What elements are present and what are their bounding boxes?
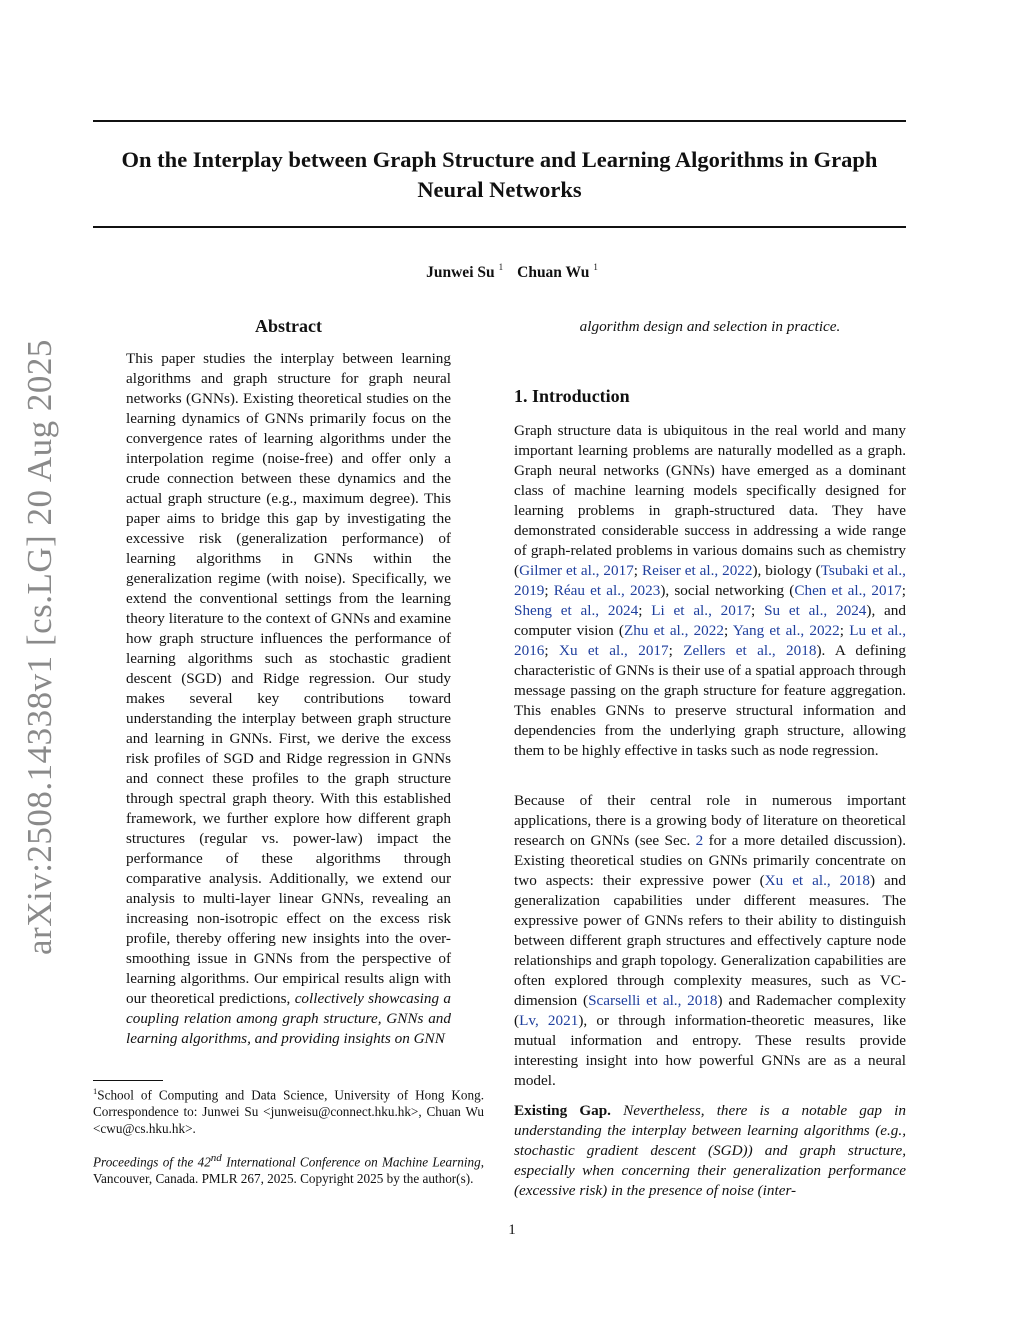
title-line-1: On the Interplay between Graph Structure and Learning Algorithms in Graph	[121, 147, 878, 172]
proceedings-note	[93, 1150, 484, 1187]
proceedings-conference: International Conference on Machine Learning	[226, 1154, 481, 1170]
body-text: ;	[839, 622, 850, 639]
footnote-rule	[93, 1080, 163, 1081]
body-text: ;	[638, 602, 652, 619]
proceedings-ordinal: nd	[210, 1152, 222, 1164]
citation-link[interactable]: Yang et al., 2022	[732, 622, 840, 639]
citation-link[interactable]: Réau et al., 2023	[553, 582, 661, 599]
paper-title	[93, 145, 906, 205]
citation-link[interactable]: Li et al., 2017	[651, 602, 752, 619]
body-text: ;	[633, 562, 642, 579]
citation-link[interactable]: Gilmer et al., 2017	[519, 562, 634, 579]
title-line-2: Neural Networks	[417, 177, 582, 202]
citation-link[interactable]: Zellers et al., 2018	[683, 642, 817, 659]
body-text: ), social networking (	[660, 582, 795, 599]
author-affiliation-marker: 1	[498, 262, 504, 272]
body-text: ), biology (	[752, 562, 821, 579]
author-name: Junwei Su	[426, 264, 495, 281]
citation-link[interactable]: Xu et al., 2018	[764, 872, 871, 889]
author-list	[0, 262, 1024, 282]
body-text: ), and computer vision (	[514, 602, 906, 639]
body-text: ;	[668, 642, 684, 659]
footnote-marker: 1	[93, 1086, 98, 1096]
citation-link[interactable]: Su et al., 2024	[764, 602, 867, 619]
title-rule-top	[93, 120, 906, 122]
body-text: ). A defining characteristic of GNNs is their use of a spatial approach through message passing on the graph structure for feature aggregation. This enables GNNs to preserve structural information and dependencies from the underlying graph structure, allowing them to be highly effective in tasks such as node regression.	[514, 642, 906, 759]
arxiv-identifier: arXiv:2508.14338v1 [cs.LG] 20 Aug 2025	[20, 339, 59, 955]
section-heading-introduction: 1. Introduction	[514, 386, 630, 406]
affiliation-footnote	[93, 1083, 484, 1137]
citation-link[interactable]: Zhu et al., 2022	[623, 622, 724, 639]
body-text: ), or through information-theoretic measures, like mutual information and entropy. These results provide interesting insight into how powerful GNNs are as a neural model.	[514, 1012, 906, 1089]
gap-text: Nevertheless, there is a notable gap in understanding the interplay between learning algorithms (e.g., stochastic gradient descent (SGD)) and graph structure, especially when concerning their generalization performance (excessive risk) in the presence of noise (inter-	[514, 1102, 906, 1199]
paragraph-label: Existing Gap.	[514, 1102, 611, 1119]
abstract-heading: Abstract	[255, 316, 322, 336]
abstract-italic: collectively showcasing a coupling relation among graph structure, GNNs and learning algorithms, and providing insights on GNN	[126, 990, 451, 1047]
proceedings-prefix: Proceedings of the	[93, 1154, 194, 1170]
citation-link[interactable]: Xu et al., 2017	[558, 642, 669, 659]
body-text: ;	[901, 582, 906, 599]
footnote-text: School of Computing and Data Science, University of Hong Kong. Correspondence to: Junwei Su <junweisu@connect.hku.hk>, Chuan Wu <cwu@cs.hku.hk>.	[93, 1087, 484, 1137]
section-link[interactable]: 2	[695, 832, 704, 849]
body-text: Because of their central role in numerous important applications, there is a growing body of literature on theoretical research on GNNs (see Sec.	[514, 792, 906, 849]
author-affiliation-marker: 1	[593, 262, 598, 272]
citation-link[interactable]: Scarselli et al., 2018	[588, 992, 718, 1009]
body-text: for a more detailed discussion). Existing theoretical studies on GNNs primarily concentrate on two aspects: their expressive power (	[514, 832, 906, 889]
proceedings-rest: , Vancouver, Canada. PMLR 267, 2025. Copyright 2025 by the author(s).	[93, 1154, 484, 1187]
citation-link[interactable]: Tsubaki et al., 2019	[514, 562, 906, 599]
intro-paragraph-1	[514, 421, 906, 761]
author-name: Chuan Wu	[517, 264, 590, 281]
citation-link[interactable]: Chen et al., 2017	[794, 582, 902, 599]
citation-link[interactable]: Sheng et al., 2024	[514, 602, 639, 619]
citation-link[interactable]: Reiser et al., 2022	[641, 562, 753, 579]
body-text: ;	[544, 582, 554, 599]
abstract-continuation: algorithm design and selection in practice.	[579, 318, 841, 335]
page-number: 1	[508, 1222, 516, 1238]
abstract-text	[126, 349, 451, 1049]
existing-gap-paragraph	[514, 1101, 906, 1201]
body-text: Graph structure data is ubiquitous in the real world and many important learning problems are naturally modelled as a graph. Graph neural networks (GNNs) have emerged as a dominant class of machine learning models specifically designed for learning problems in graph-structured data. They have demonstrated considerable success in addressing a wide range of graph-related problems in various domains such as chemistry (	[514, 422, 906, 579]
title-rule-bottom	[93, 226, 906, 228]
abstract-body: This paper studies the interplay between learning algorithms and graph structure for graph neural networks (GNNs). Existing theoretical studies on the learning dynamics of GNNs primarily focus on the convergence rates of learning algorithms under the interpolation regime (noise-free) and offer only a crude connection between these dynamics and the actual graph structure (e.g., maximum degree). This paper aims to bridge this gap by investigating the excessive risk (generalization performance) of learning algorithms in GNNs within the generalization regime (with noise). Specifically, we extend the conventional settings from the learning theory literature to the context of GNNs and examine how graph structure influences the performance of learning algorithms such as stochastic gradient descent (SGD) and Ridge regression. Our study makes several key contributions toward understanding the interplay between graph structure and learning in GNNs. First, we derive the excess risk profiles of SGD and Ridge regression in GNNs and connect these profiles to the graph structure through spectral graph theory. With this established framework, we further explore how different graph structures (regular vs. power-law) impact the performance of these algorithms through comparative analysis. Additionally, we extend our analysis to multi-layer linear GNNs, revealing an increasing non-isotropic effect on the excess risk profile, thereby offering new insights into the over-smoothing issue in GNNs from the perspective of learning algorithms. Our empirical results align with our theoretical predictions,	[126, 350, 451, 1007]
body-text: ;	[723, 622, 733, 639]
intro-paragraph-2	[514, 791, 906, 1091]
body-text: ) and Rademacher complexity (	[514, 992, 906, 1029]
citation-link[interactable]: Lv, 2021	[519, 1012, 579, 1029]
citation-link[interactable]: Lu et al., 2016	[514, 622, 906, 659]
proceedings-number: 42	[197, 1154, 211, 1170]
body-text: ;	[751, 602, 765, 619]
body-text: ;	[544, 642, 559, 659]
body-text: ) and generalization capabilities under different measures. The expressive power of GNNs refers to their ability to distinguish between different graph structures and effectively capture node relationships and graph topology. Generalization capabilities are often explored through complexity measures, such as VC-dimension (	[514, 872, 906, 1009]
